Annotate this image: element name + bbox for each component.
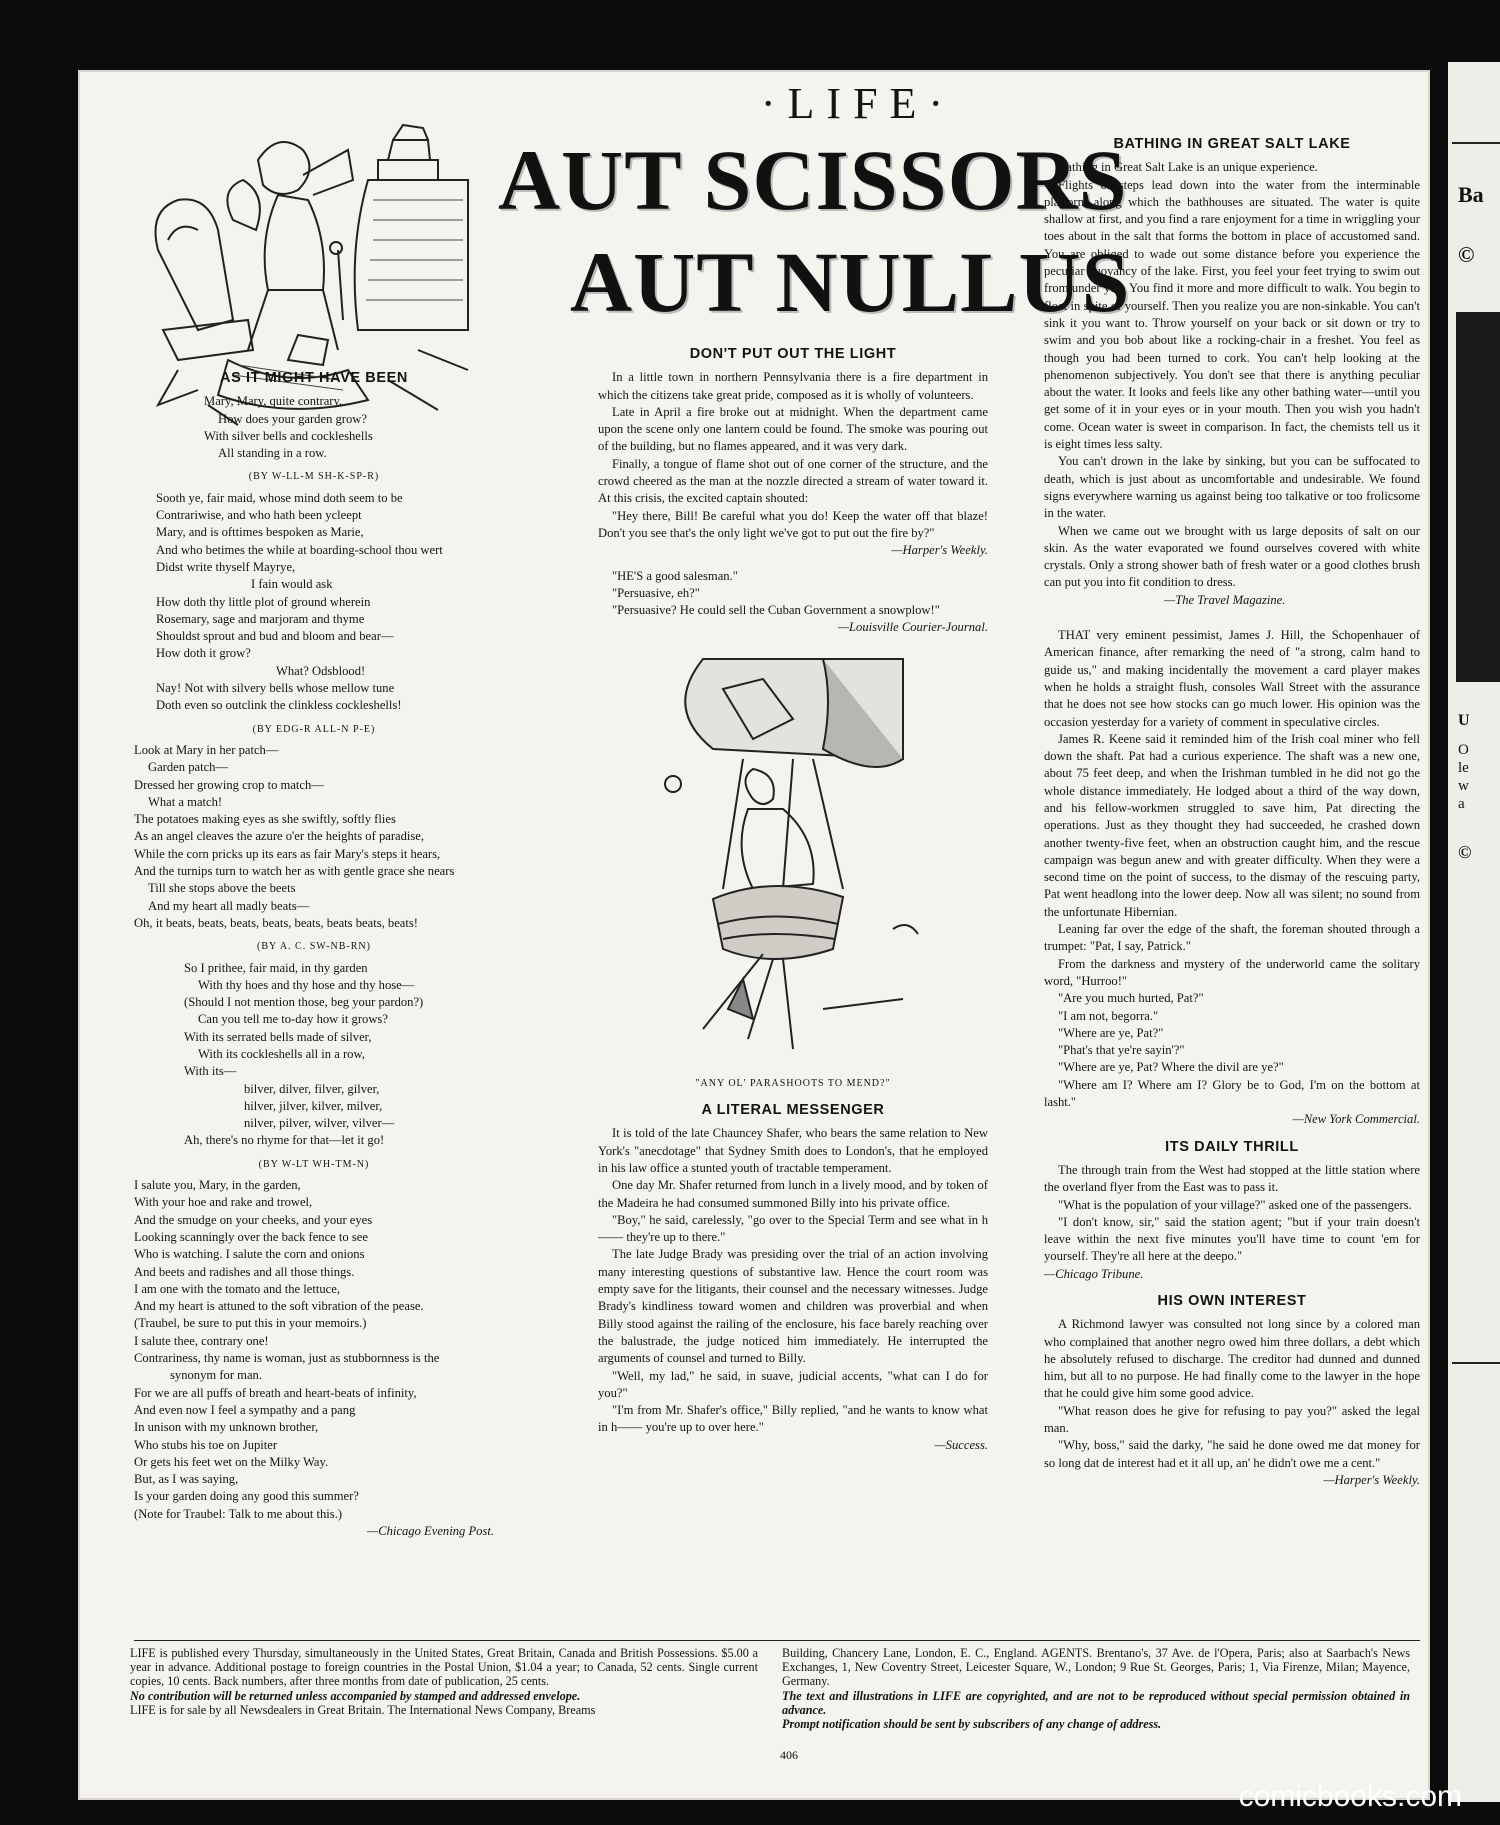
verse-line: Garden patch— bbox=[148, 760, 229, 775]
verse-line: Or gets his feet wet on the Milky Way. bbox=[134, 1454, 329, 1469]
paragraph: "Why, boss," said the darky, "he said he done owed me dat money for so long dat de interest had et it all up, an' he didn't owe me a cent." bbox=[1044, 1438, 1420, 1470]
paragraph: "HE'S a good salesman." bbox=[612, 568, 738, 583]
verse-line: So I prithee, fair maid, in thy garden bbox=[184, 960, 368, 975]
balloon-cartoon bbox=[643, 649, 943, 1069]
paragraph: You can't drown in the lake by sinking, but you can be suffocated to death, which is just about as uncomfortable and undesirable. We found signs everywhere warning us against being too talkative or too frolicsome in the water. bbox=[1044, 454, 1420, 521]
cartoon-caption: "ANY OL' PARASHOOTS TO MEND?" bbox=[695, 1077, 891, 1089]
verse-line: Who stubs his toe on Jupiter bbox=[134, 1437, 278, 1452]
verse-line: While the corn pricks up its ears as fair Mary's steps it hears, bbox=[134, 846, 441, 861]
paragraph: THAT very eminent pessimist, James J. Hill, the Schopenhauer of American finance, after remarking the need of "a strong, calm hand to guide us," and making incidentally the movement a card player makes when he holds a straight flush, consoles Wall Street with the assurance that he does not see how stocks can go much lower. His opinion was the occasion yesterday for a variety of comment in speculative circles. bbox=[1044, 628, 1420, 729]
paragraph: "What is the population of your village?" asked one of the passengers. bbox=[1058, 1197, 1412, 1212]
adjacent-text: w bbox=[1458, 778, 1469, 794]
column-right bbox=[1044, 136, 1420, 1489]
source-citation: —The Travel Magazine. bbox=[1164, 592, 1286, 607]
source-citation: —Harper's Weekly. bbox=[1323, 1472, 1420, 1487]
verse-line: And even now I feel a sympathy and a pang bbox=[134, 1402, 356, 1417]
adjacent-text: Ba bbox=[1458, 182, 1484, 207]
verse-line: Ah, there's no rhyme for that—let it go! bbox=[184, 1133, 385, 1148]
section-heading: AS IT MIGHT HAVE BEEN bbox=[220, 370, 408, 386]
masthead: ·LIFE· bbox=[760, 79, 956, 128]
paragraph: "Where am I? Where am I? Glory be to God, I'm on the bottom at lasht." bbox=[1044, 1077, 1420, 1110]
notice-text: Building, Chancery Lane, London, E. C., England. AGENTS. Brentano's, 37 Ave. de l'Opera, Paris; also at Saarbach's News Exchanges, 1, New Coventry Street, Leicester Square, W., London; 9 Rue St. Georges, Paris; 1, Via Firenze, Milan; Mayence, Germany. bbox=[782, 1646, 1410, 1689]
section-heading: A LITERAL MESSENGER bbox=[701, 1102, 885, 1119]
adjacent-photo bbox=[1456, 312, 1500, 682]
verse-line: Shouldst sprout and bud and bloom and bear— bbox=[156, 629, 394, 644]
publication-notice-left bbox=[130, 1646, 758, 1717]
verse-line: I salute thee, contrary one! bbox=[134, 1333, 269, 1348]
verse-line: How doth thy little plot of ground wherein bbox=[156, 594, 371, 609]
column-middle bbox=[598, 346, 988, 1454]
paragraph: "Well, my lad," he said, in suave, judicial accents, "what can I do for you?" bbox=[598, 1368, 988, 1400]
verse-line: I salute you, Mary, in the garden, bbox=[134, 1178, 301, 1193]
column-left bbox=[134, 370, 494, 1540]
paragraph: "I'm from Mr. Shafer's office," Billy replied, "and he wants to know what in h—— you're up to over here." bbox=[598, 1403, 988, 1435]
paragraph: "Where are ye, Pat? Where the divil are ye?" bbox=[1058, 1060, 1284, 1075]
verse-line: What? Odsblood! bbox=[276, 663, 366, 678]
section-heading: HIS OWN INTEREST bbox=[1157, 1293, 1307, 1309]
adjacent-text: © bbox=[1458, 842, 1472, 862]
verse-line: Oh, it beats, beats, beats, beats, beats, beats beats, beats! bbox=[134, 915, 418, 930]
verse-line: Rosemary, sage and marjoram and thyme bbox=[156, 611, 365, 626]
footer-rule bbox=[134, 1640, 1420, 1641]
paragraph: "Where are ye, Pat?" bbox=[1058, 1025, 1164, 1040]
verse-line: hilver, jilver, kilver, milver, bbox=[244, 1098, 383, 1113]
verse-line: In unison with my unknown brother, bbox=[134, 1420, 319, 1435]
paragraph: Bathing in Great Salt Lake is an unique experience. bbox=[1058, 160, 1318, 175]
poem-poe bbox=[134, 742, 494, 932]
byline: (BY EDG-R ALL-N P-E) bbox=[252, 723, 376, 735]
verse-line: bilver, dilver, filver, gilver, bbox=[244, 1081, 380, 1096]
paragraph: One day Mr. Shafer returned from lunch in a lively mood, and by token of the Madeira he had consumed summoned Billy into his private office. bbox=[598, 1178, 988, 1210]
poem-shakespeare bbox=[134, 490, 494, 715]
verse-line: How doth it grow? bbox=[156, 646, 251, 661]
source-citation: —Chicago Evening Post. bbox=[367, 1524, 494, 1538]
verse-line: With its— bbox=[184, 1064, 237, 1079]
paragraph: "Boy," he said, carelessly, "go over to the Special Term and see what in h—— they're up to there." bbox=[598, 1212, 988, 1245]
verse-line: And the turnips turn to watch her as with gentle grace she nears bbox=[134, 864, 455, 879]
verse-line: And the smudge on your cheeks, and your eyes bbox=[134, 1212, 373, 1227]
notice-text: Prompt notification should be sent by subscribers of any change of address. bbox=[782, 1717, 1162, 1732]
verse-line: And my heart is attuned to the soft vibration of the pease. bbox=[134, 1299, 424, 1314]
page-number: 406 bbox=[780, 1748, 798, 1762]
verse-line: (Note for Traubel: Talk to me about this.) bbox=[134, 1506, 343, 1521]
paragraph: "Persuasive, eh?" bbox=[612, 585, 700, 600]
adjacent-page-edge bbox=[1448, 62, 1500, 1802]
verse-line: How does your garden grow? bbox=[218, 411, 367, 426]
paragraph: The late Judge Brady was presiding over the trial of an action involving many interesting questions of substantive law. Hence the court room was empty save for the litigants, their counsel and the necessary witnesses. Judge Brady's kindliness toward women and children was proverbial and when Billy stood against the railing of the enclosure, his face barely reaching over the balustrade, the judge noticed him immediately. He interrupted the arguments of counsel and turned to Billy. bbox=[598, 1247, 988, 1366]
verse-line: But, as I was saying, bbox=[134, 1472, 239, 1487]
verse-line: I fain would ask bbox=[251, 577, 333, 592]
adjacent-page-frame bbox=[1452, 1362, 1500, 1364]
paragraph: "I don't know, sir," said the station agent; "but if your train doesn't leave within the next five minutes you'll have time to count 'em for yourself. They're all here at the deepo." bbox=[1044, 1214, 1420, 1264]
verse-line: Who is watching. I salute the corn and onions bbox=[134, 1247, 365, 1262]
paragraph: "Phat's that ye're sayin'?" bbox=[1058, 1043, 1185, 1058]
adjacent-text: O bbox=[1458, 742, 1469, 758]
source-citation: —Harper's Weekly. bbox=[891, 543, 988, 558]
notice-text: No contribution will be returned unless accompanied by stamped and addressed envelope. bbox=[130, 1688, 581, 1703]
verse-line: synonym for man. bbox=[170, 1368, 262, 1383]
verse-line: (Should I not mention those, beg your pardon?) bbox=[184, 995, 424, 1010]
paragraph: Finally, a tongue of flame shot out of one corner of the structure, and the crowd cheered as the man at the nozzle directed a stream of water toward it. At this crisis, the excited captain shouted: bbox=[598, 456, 988, 506]
verse-line: Nay! Not with silvery bells whose mellow tune bbox=[156, 681, 395, 696]
paragraph: "What reason does he give for refusing to pay you?" asked the legal man. bbox=[1044, 1403, 1420, 1436]
verse-line: Can you tell me to-day how it grows? bbox=[198, 1012, 388, 1027]
verse-line: Mary, Mary, quite contrary, bbox=[204, 394, 343, 409]
source-citation: —New York Commercial. bbox=[1292, 1112, 1420, 1127]
verse-line: Mary, and is ofttimes bespoken as Marie, bbox=[156, 525, 364, 540]
paragraph: It is told of the late Chauncey Shafer, who bears the same relation to New York's "anecdotage" that Sydney Smith does to London's, that he employed in his law office a stunted youth of tractable temperament. bbox=[598, 1126, 988, 1175]
byline: (BY A. C. SW-NB-RN) bbox=[257, 941, 371, 953]
verse-line: nilver, pilver, wilver, vilver— bbox=[244, 1116, 395, 1131]
notice-text: The text and illustrations in LIFE are copyrighted, and are not to be reproduced without special permission obtained in advance. bbox=[782, 1688, 1410, 1717]
paragraph: When we came out we brought with us large deposits of salt on our skin. As the water evaporated we found ourselves covered with white crystals. Only a strong shower bath of fresh water or a good clothes brush can put you into fit condition to dress. bbox=[1044, 523, 1420, 590]
verse-line: And beets and radishes and all those things. bbox=[134, 1264, 355, 1279]
verse-line: What a match! bbox=[148, 794, 223, 809]
paragraph: Leaning far over the edge of the shaft, the foreman shouted through a trumpet: "Pat, I say, Patrick." bbox=[1044, 922, 1420, 954]
section-heading: DON'T PUT OUT THE LIGHT bbox=[689, 346, 897, 362]
publication-notice-right bbox=[782, 1646, 1410, 1731]
source-citation: —Success. bbox=[934, 1437, 988, 1452]
source-citation: —Louisville Courier-Journal. bbox=[837, 620, 988, 635]
paragraph: "Are you much hurted, Pat?" bbox=[1058, 991, 1204, 1006]
paragraph: A Richmond lawyer was consulted not long since by a colored man who complained that another negro owed him three dollars, a debt which he absolutely refused to discharge. The creditor had dunned and dunned him, but all to no purpose. He had finally come to the lawyer in the hope that he could give him some good advice. bbox=[1044, 1317, 1420, 1401]
verse-line: With its serrated bells made of silver, bbox=[184, 1029, 372, 1044]
paragraph: In a little town in northern Pennsylvania there is a fire department in which the citizens take great pride, composed as it is wholly of volunteers. bbox=[598, 370, 988, 402]
verse-line: I am one with the tomato and the lettuce, bbox=[134, 1281, 340, 1296]
paragraph: "Persuasive? He could sell the Cuban Government a snowplow!" bbox=[612, 603, 940, 618]
verse-line: Is your garden doing any good this summer? bbox=[134, 1489, 359, 1504]
verse-line: Sooth ye, fair maid, whose mind doth seem to be bbox=[156, 490, 403, 505]
paragraph: From the darkness and mystery of the underworld came the solitary word, "Hurroo!" bbox=[1044, 956, 1420, 988]
feature-title-line2: AUT NULLUS bbox=[570, 234, 1131, 330]
verse-line: Look at Mary in her patch— bbox=[134, 742, 279, 757]
poem-whitman bbox=[134, 1177, 494, 1523]
site-watermark: comicbooks.com bbox=[1238, 1780, 1462, 1813]
verse-line: And my heart all madly beats— bbox=[148, 898, 310, 913]
byline: (BY W-LT WH-TM-N) bbox=[258, 1158, 370, 1170]
verse-line: Didst write thyself Mayrye, bbox=[156, 559, 296, 574]
verse-line: With silver bells and cockleshells bbox=[204, 428, 373, 443]
verse-line: Contrariwise, and who hath been ycleept bbox=[156, 508, 362, 523]
verse-line: As an angel cleaves the azure o'er the heights of paradise, bbox=[134, 829, 425, 844]
adjacent-text: U bbox=[1458, 712, 1470, 729]
verse-line: All standing in a row. bbox=[218, 446, 327, 461]
adjacent-text: © bbox=[1458, 242, 1475, 267]
byline: (BY W-LL-M SH-K-SP-R) bbox=[248, 471, 380, 483]
paragraph: Flights of steps lead down into the water from the interminable platform along which the bathhouses are situated. The water is quite shallow at first, and you find a rare enjoyment for a time in wriggling your toes about in the salt that forms the bottom in place of accustomed sand. You are obliged to wade out some distance before you experience the peculiar buoyancy of the lake. First, you feel your feet trying to swim out from under you. You find it more and more difficult to walk. You begin to float in spite of yourself. Then you realize you are non-sinkable. You can't sink it you want to. Throw yourself on your back or sit down or try to swim and you bob about like a rocking-chair in a freshet. You feel as though you had been turned to cork. You can't help looking at the phenomenon subjectively. You don't see that there is anything peculiar about the water. It looks and feels like any other bathing water—until you get some of it in your eyes or in your mouth. Then you wish you hadn't come. Ocean water is sweet in comparison. In fact, the chemists tell us it is eight times less salty. bbox=[1044, 177, 1420, 452]
nursery-rhyme bbox=[134, 393, 494, 462]
verse-line: The potatoes making eyes as she swiftly, softly flies bbox=[134, 812, 396, 827]
section-heading: ITS DAILY THRILL bbox=[1165, 1138, 1299, 1155]
verse-line: Till she stops above the beets bbox=[148, 881, 296, 896]
notice-text: LIFE is published every Thursday, simultaneously in the United States, Great Britain, Canada and British Possessions. $5.00 a year in advance. Additional postage to foreign countries in the Postal Union, $1.04 a year; to Canada, 52 cents. Single current copies, 10 cents. Back numbers, after three months from date of publication, 25 cents. bbox=[130, 1646, 758, 1689]
paragraph: James R. Keene said it reminded him of the Irish coal miner who fell down the shaft. Pat had a curious experience. The shaft was a new one, about 75 feet deep, and when the Irishman tumbled in he did not go the whole distance immediately. He lodged about a third of the way down, and his fellow-workmen struggled to save him, Pat directing the operations. Just as they thought they had succeeded, he crashed down another twenty-five feet, when an obstruction caught him, and the rescue campaign was begun anew and with greater difficulty. When they were a second time on the point of success, to the dismay of the rescuing party, Pat went headlong into the lower deep. Now all was silent; no sound from the unfortunate Hibernian. bbox=[1044, 731, 1420, 919]
verse-line: With thy hoes and thy hose and thy hose— bbox=[198, 977, 415, 992]
section-heading: BATHING IN GREAT SALT LAKE bbox=[1113, 136, 1351, 152]
magazine-page bbox=[78, 70, 1430, 1800]
poem-swinburne bbox=[134, 960, 494, 1150]
adjacent-text: le bbox=[1458, 760, 1469, 776]
feature-title-line1: AUT SCISSORS bbox=[498, 132, 1128, 228]
verse-line: (Traubel, be sure to put this in your memoirs.) bbox=[134, 1316, 367, 1331]
source-citation: —Chicago Tribune. bbox=[1044, 1266, 1144, 1281]
paragraph: "Hey there, Bill! Be careful what you do! Keep the water off that blaze! Don't you see that's the only light we've got to put out the fire by?" bbox=[598, 508, 988, 540]
verse-line: Looking scanningly over the back fence to see bbox=[134, 1229, 368, 1244]
adjacent-text: a bbox=[1458, 796, 1465, 812]
verse-line: Dressed her growing crop to match— bbox=[134, 777, 324, 792]
verse-line: Contrariness, thy name is woman, just as stubbornness is the bbox=[134, 1351, 440, 1366]
adjacent-page-frame bbox=[1452, 142, 1500, 144]
paragraph: "I am not, begorra." bbox=[1058, 1008, 1159, 1023]
verse-line: With your hoe and rake and trowel, bbox=[134, 1195, 313, 1210]
paragraph: The through train from the West had stopped at the little station where the overland flyer from the East was to pass it. bbox=[1044, 1162, 1420, 1195]
verse-line: For we are all puffs of breath and heart-beats of infinity, bbox=[134, 1385, 417, 1400]
notice-text: LIFE is for sale by all Newsdealers in Great Britain. The International News Company, Breams bbox=[130, 1702, 596, 1717]
verse-line: With its cockleshells all in a row, bbox=[198, 1046, 365, 1061]
verse-line: Doth even so outclink the clinkless cockleshells! bbox=[156, 698, 402, 713]
verse-line: And who betimes the while at boarding-school thou wert bbox=[156, 542, 443, 557]
paragraph: Late in April a fire broke out at midnight. When the department came upon the scene only one lantern could be found. The smoke was pouring out of the building, but no flames appeared, and it was very dark. bbox=[598, 404, 988, 454]
